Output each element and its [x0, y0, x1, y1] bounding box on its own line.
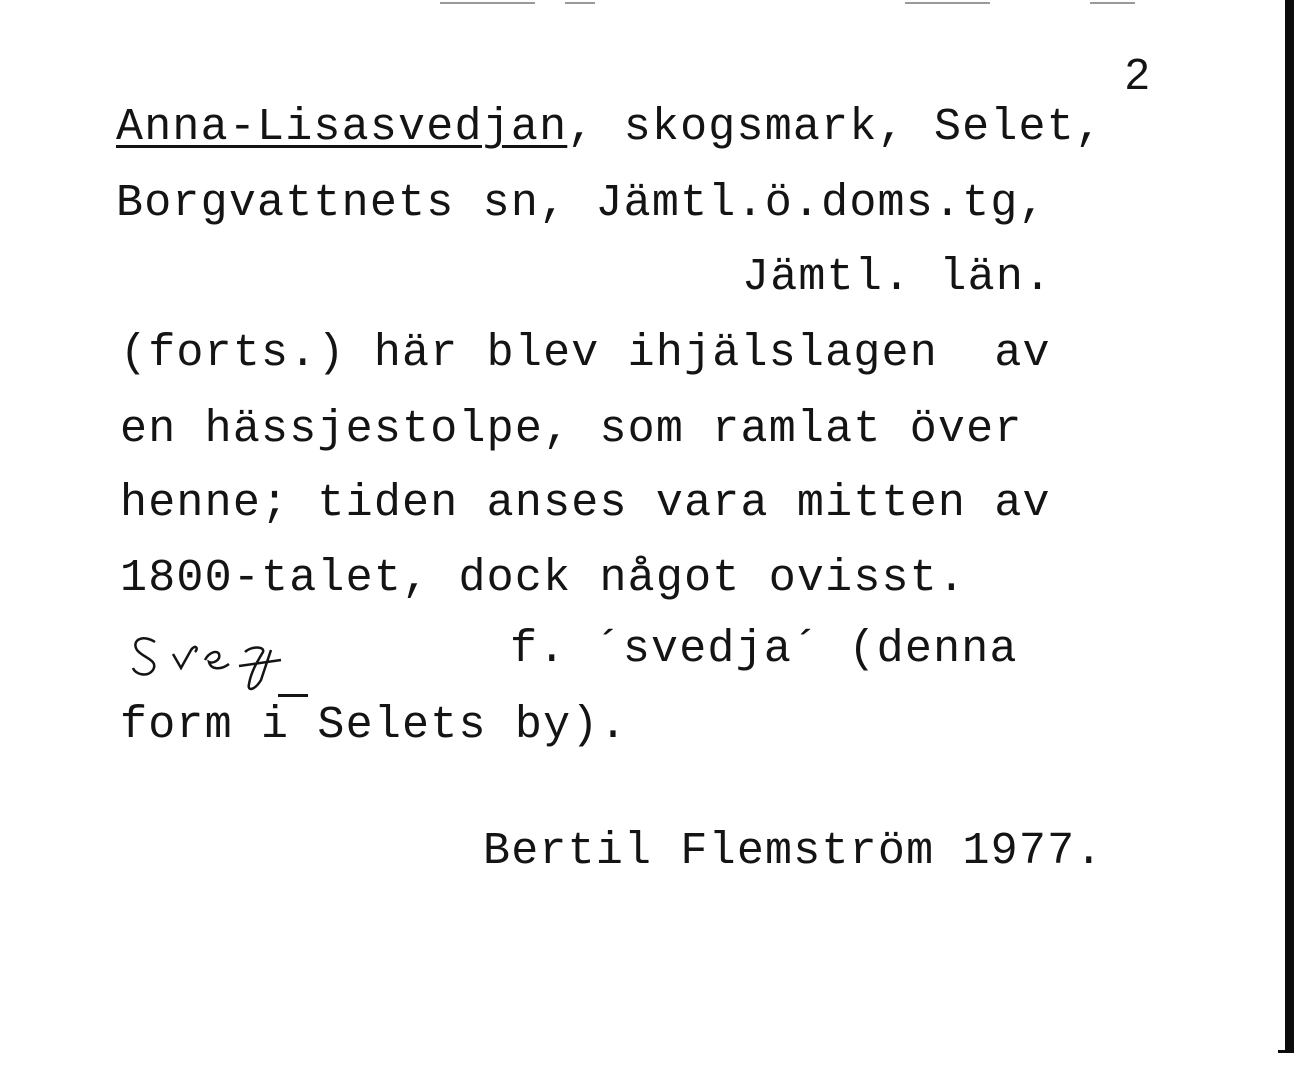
- overbar-mark: [278, 694, 308, 697]
- handwritten-pronunciation: [125, 620, 355, 700]
- card-edge: [1285, 0, 1294, 1052]
- line-7: 1800-talet, dock något ovisst.: [120, 553, 967, 604]
- line-4: (forts.) här blev ihjälslagen av: [120, 328, 1051, 379]
- line-9: form i Selets by).: [120, 700, 628, 751]
- line-1-rest: , skogsmark, Selet,: [567, 102, 1104, 153]
- line-5: en hässjestolpe, som ramlat över: [120, 404, 1023, 455]
- line-1: [116, 102, 1103, 154]
- page-number: 2: [1125, 50, 1150, 99]
- line-6: henne; tiden anses vara mitten av: [120, 478, 1051, 529]
- scan-specks: [0, 0, 1301, 10]
- signature: Bertil Flemström 1977.: [483, 826, 1104, 877]
- card-edge-foot: [1278, 1050, 1294, 1053]
- line-8-rest: f. ´svedja´ (denna: [510, 624, 1018, 675]
- line-3: Jämtl. län.: [742, 252, 1053, 303]
- line-2: Borgvattnets sn, Jämtl.ö.doms.tg,: [116, 178, 1047, 229]
- place-name: Anna-Lisasvedjan: [116, 102, 568, 153]
